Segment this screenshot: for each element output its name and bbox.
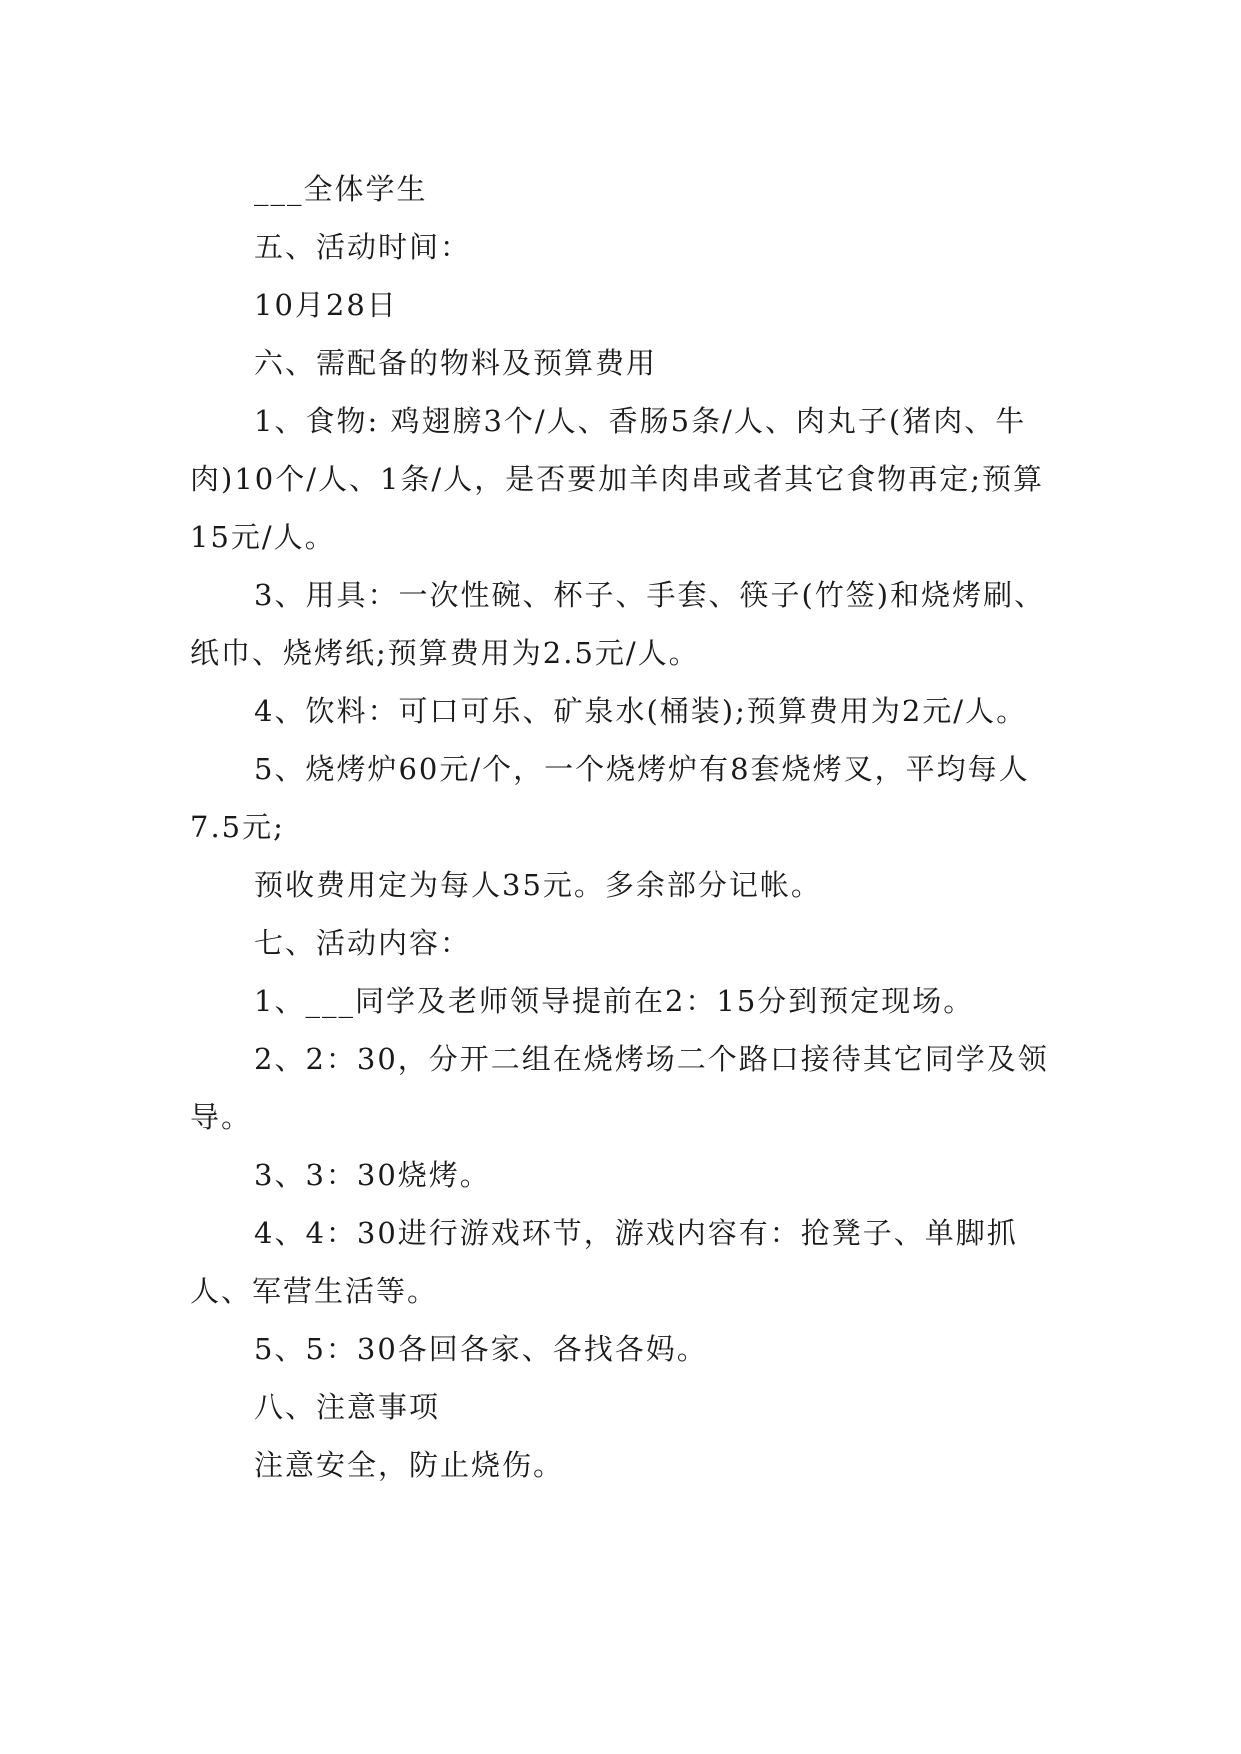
section-heading-notes: 八、注意事项 xyxy=(254,1390,441,1424)
section-heading-materials: 六、需配备的物料及预算费用 xyxy=(254,346,658,380)
section-heading-time: 五、活动时间： xyxy=(254,230,472,264)
recipients-line: ___全体学生 xyxy=(254,172,428,206)
content-step-3: 3、3：30烧烤。 xyxy=(254,1158,491,1192)
content-step-4: 4、4：30进行游戏环节，游戏内容有：抢凳子、单脚抓人、军营生活等。 xyxy=(190,1216,1018,1308)
content-step-2: 2、2：30，分开二组在烧烤场二个路口接待其它同学及领导。 xyxy=(190,1042,1049,1134)
document-body xyxy=(190,160,1050,1494)
content-step-1: 1、___同学及老师领导提前在2：15分到预定现场。 xyxy=(254,984,975,1018)
section-heading-content: 七、活动内容： xyxy=(254,926,472,960)
prepaid-fee-note: 预收费用定为每人35元。多余部分记帐。 xyxy=(254,868,822,902)
materials-item-grill: 5、烧烤炉60元/个，一个烧烤炉有8套烧烤叉，平均每人7.5元; xyxy=(190,752,1030,844)
materials-item-utensils: 3、用具：一次性碗、杯子、手套、筷子(竹签)和烧烤刷、纸巾、烧烤纸;预算费用为2.5元/人。 xyxy=(190,578,1046,670)
safety-note: 注意安全，防止烧伤。 xyxy=(254,1448,565,1482)
activity-date: 10月28日 xyxy=(254,288,398,322)
materials-item-drinks: 4、饮料：可口可乐、矿泉水(桶装);预算费用为2元/人。 xyxy=(254,694,1028,728)
materials-item-food: 1、食物: 鸡翅膀3个/人、香肠5条/人、肉丸子(猪肉、牛肉)10个/人、1条/人，是否要加羊肉串或者其它食物再定;预算15元/人。 xyxy=(190,404,1044,554)
content-step-5: 5、5：30各回各家、各找各妈。 xyxy=(254,1332,708,1366)
